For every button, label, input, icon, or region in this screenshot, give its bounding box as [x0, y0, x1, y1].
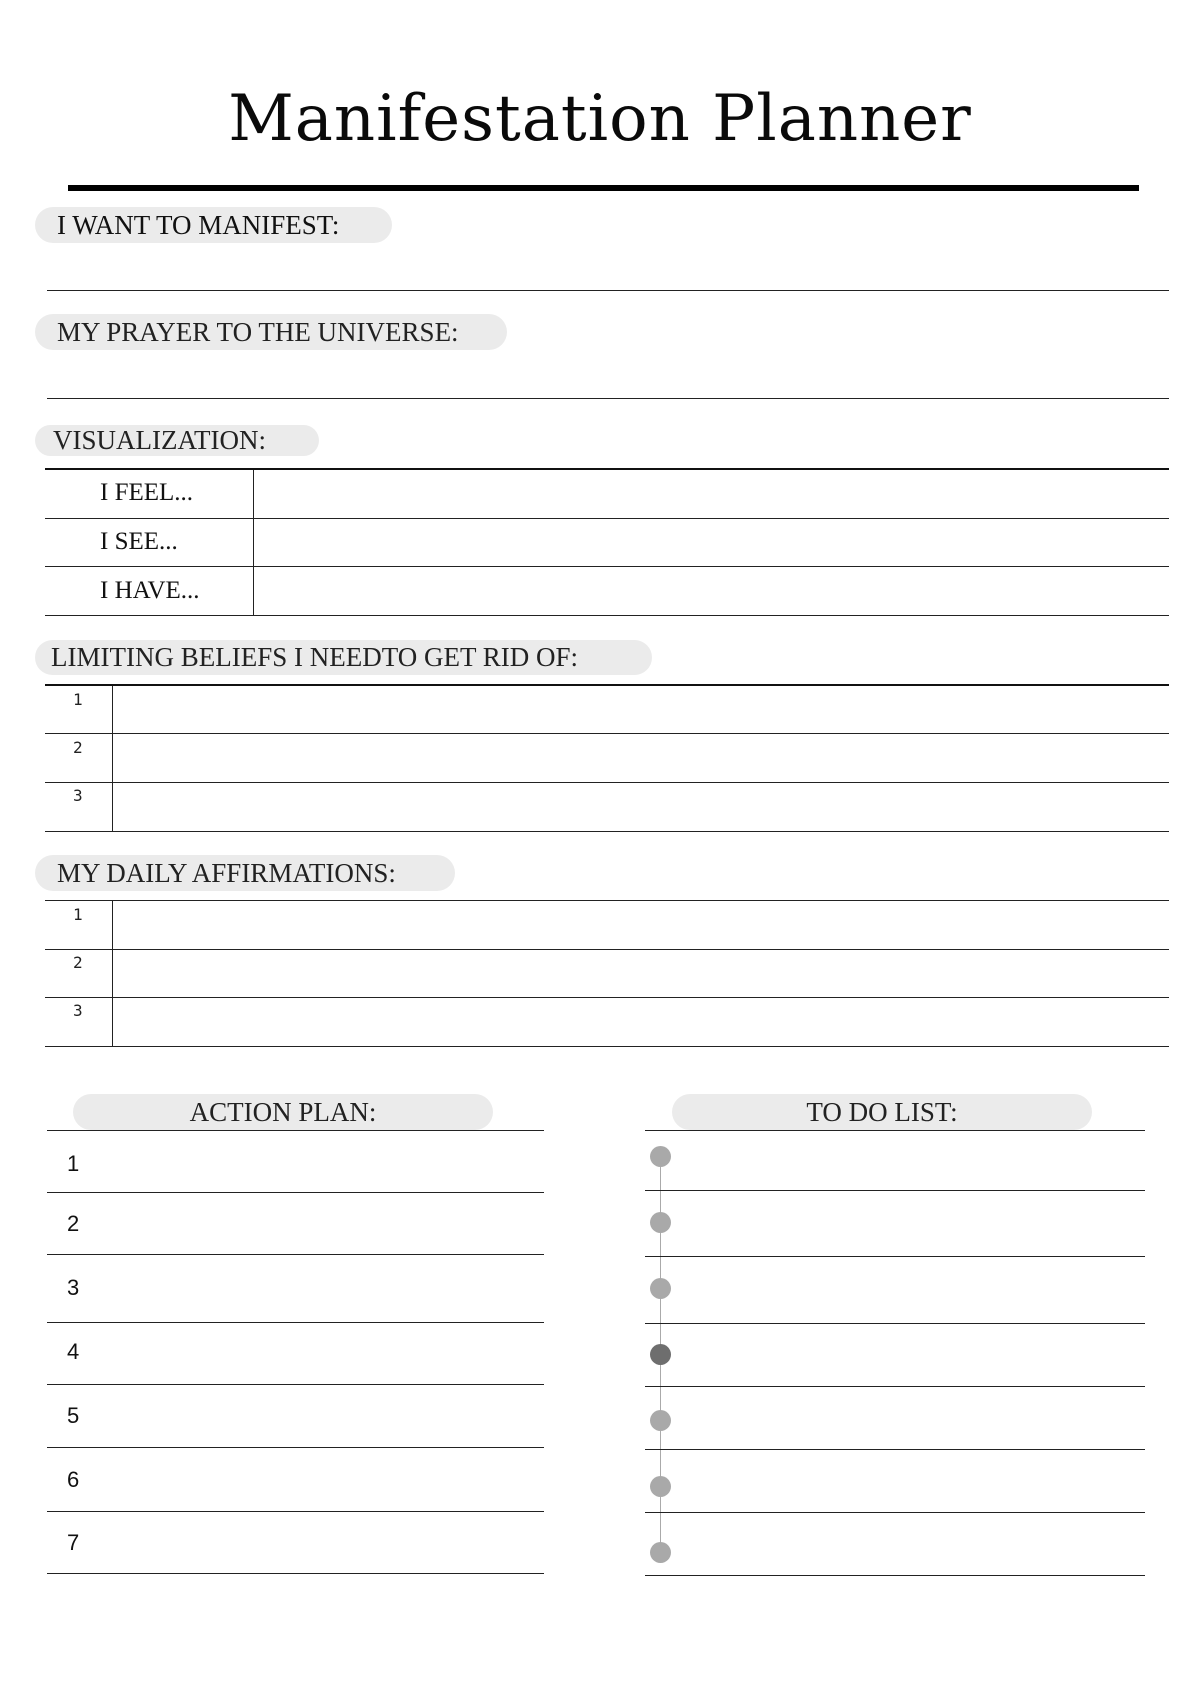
manifest-heading: I WANT TO MANIFEST: — [35, 207, 392, 243]
todo-row-line[interactable] — [645, 1512, 1145, 1513]
affirmations-column-divider — [112, 901, 113, 1047]
todo-row-line[interactable] — [645, 1323, 1145, 1324]
affirmation-row-line[interactable] — [45, 1046, 1169, 1047]
visualization-row-line[interactable] — [45, 518, 1169, 519]
page-title: Manifestation Planner — [228, 82, 972, 156]
visualization-label-have: I HAVE... — [100, 577, 200, 604]
limiting-column-divider — [112, 686, 113, 831]
limiting-number: 1 — [73, 690, 83, 709]
limiting-top-rule — [45, 684, 1169, 686]
affirmation-number: 2 — [73, 953, 83, 972]
manifest-line[interactable] — [47, 290, 1169, 291]
action-plan-top-rule — [47, 1130, 544, 1131]
affirmations-top-rule — [45, 900, 1169, 901]
limiting-number: 2 — [73, 738, 83, 757]
affirmation-row-line[interactable] — [45, 997, 1169, 998]
affirmations-heading: MY DAILY AFFIRMATIONS: — [35, 855, 455, 891]
visualization-label-feel: I FEEL... — [100, 479, 194, 506]
prayer-heading: MY PRAYER TO THE UNIVERSE: — [35, 314, 507, 350]
action-plan-heading: ACTION PLAN: — [73, 1094, 493, 1130]
limiting-row-line[interactable] — [45, 782, 1169, 783]
visualization-row-line[interactable] — [45, 566, 1169, 567]
limiting-row-line[interactable] — [45, 831, 1169, 832]
action-number: 5 — [67, 1403, 80, 1428]
action-number: 1 — [67, 1151, 80, 1176]
todo-bullet-icon[interactable] — [650, 1410, 671, 1431]
visualization-column-divider — [253, 470, 254, 615]
affirmation-number: 1 — [73, 905, 83, 924]
action-number: 7 — [67, 1530, 80, 1555]
todo-bullet-icon[interactable] — [650, 1344, 671, 1365]
todo-row-line[interactable] — [645, 1386, 1145, 1387]
todo-bullet-icon[interactable] — [650, 1278, 671, 1299]
action-row-line[interactable] — [47, 1447, 544, 1448]
visualization-row-line[interactable] — [45, 615, 1169, 616]
action-row-line[interactable] — [47, 1573, 544, 1574]
action-row-line[interactable] — [47, 1511, 544, 1512]
action-number: 4 — [67, 1339, 80, 1364]
action-row-line[interactable] — [47, 1254, 544, 1255]
todo-top-rule — [645, 1130, 1145, 1131]
visualization-heading: VISUALIZATION: — [35, 425, 319, 456]
limiting-number: 3 — [73, 786, 83, 805]
todo-heading: TO DO LIST: — [672, 1094, 1092, 1130]
todo-row-line[interactable] — [645, 1449, 1145, 1450]
action-number: 3 — [67, 1275, 80, 1300]
todo-row-line[interactable] — [645, 1575, 1145, 1576]
action-row-line[interactable] — [47, 1322, 544, 1323]
action-row-line[interactable] — [47, 1384, 544, 1385]
affirmation-number: 3 — [73, 1001, 83, 1020]
visualization-label-see: I SEE... — [100, 528, 178, 555]
prayer-line[interactable] — [47, 398, 1169, 399]
todo-bullet-icon[interactable] — [650, 1476, 671, 1497]
action-number: 6 — [67, 1467, 80, 1492]
todo-bullet-icon[interactable] — [650, 1212, 671, 1233]
todo-row-line[interactable] — [645, 1190, 1145, 1191]
visualization-top-rule — [45, 468, 1169, 470]
affirmation-row-line[interactable] — [45, 949, 1169, 950]
title-divider — [68, 185, 1139, 191]
todo-bullet-icon[interactable] — [650, 1542, 671, 1563]
limiting-beliefs-heading: LIMITING BELIEFS I NEEDTO GET RID OF: — [35, 640, 652, 675]
action-row-line[interactable] — [47, 1192, 544, 1193]
todo-bullet-icon[interactable] — [650, 1146, 671, 1167]
limiting-row-line[interactable] — [45, 733, 1169, 734]
action-number: 2 — [67, 1211, 80, 1236]
todo-row-line[interactable] — [645, 1256, 1145, 1257]
